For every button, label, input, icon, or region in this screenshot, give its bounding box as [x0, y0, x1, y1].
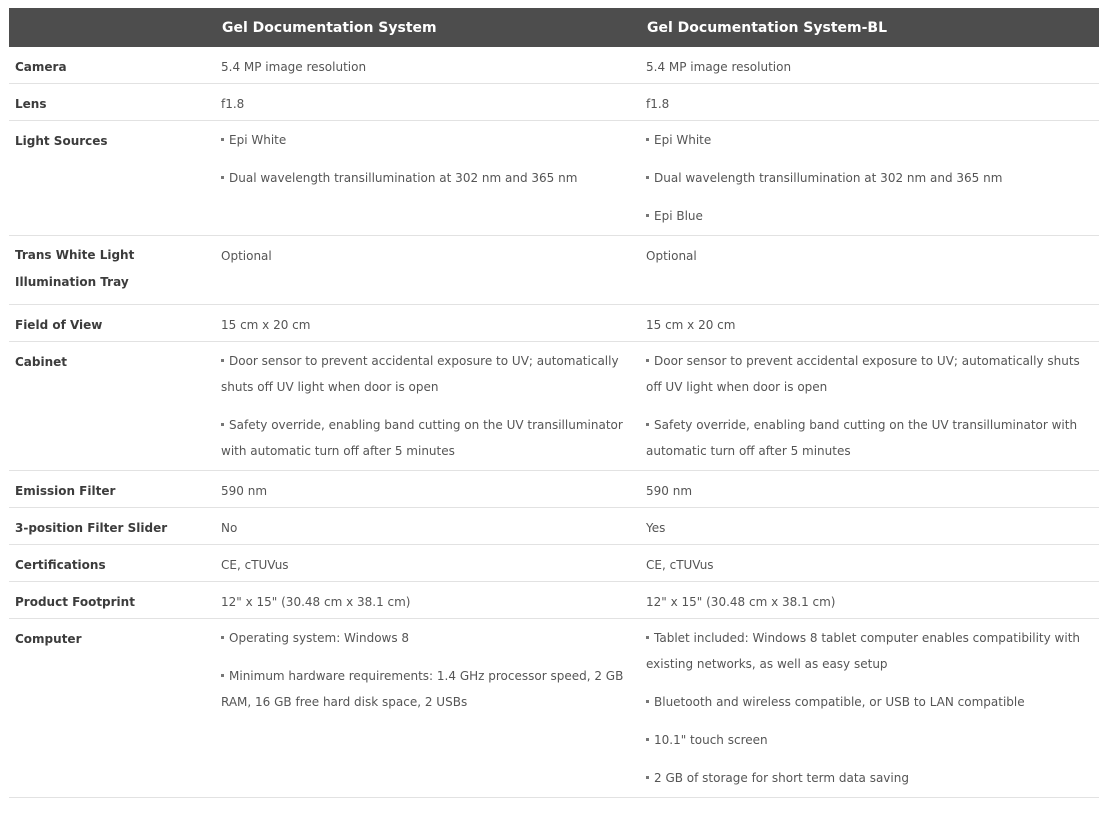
bullet-item: [646, 412, 1093, 464]
product-b-cell: [640, 619, 1099, 798]
bullet-text: Tablet included: Windows 8 tablet computer enables compatibility with existing networks, as well as easy setup: [646, 631, 1081, 671]
product-b-cell: [640, 545, 1099, 582]
row-label: Lens: [15, 97, 47, 111]
table-row: [9, 508, 1099, 545]
cell-value: Optional: [646, 249, 697, 263]
product-a-cell: [215, 342, 640, 471]
bullet-icon: [646, 636, 649, 639]
bullet-item: [221, 165, 634, 191]
header-product-b: Gel Documentation System-BL: [640, 8, 1099, 47]
bullet-text: Bluetooth and wireless compatible, or USB to LAN compatible: [654, 695, 1025, 709]
row-label: Field of View: [15, 318, 103, 332]
cell-value: 12" x 15" (30.48 cm x 38.1 cm): [646, 595, 836, 609]
bullet-item: [221, 663, 634, 715]
bullet-text: Operating system: Windows 8: [229, 631, 410, 645]
bullet-text: Door sensor to prevent accidental exposure to UV; automatically shuts off UV light when door is open: [221, 354, 619, 394]
bullet-list: [221, 127, 634, 191]
row-label: Certifications: [15, 558, 106, 572]
row-label-cell: [9, 545, 215, 582]
cell-value: f1.8: [221, 97, 245, 111]
cell-value: 5.4 MP image resolution: [221, 60, 367, 74]
table-row: [9, 582, 1099, 619]
bullet-item: [646, 765, 1093, 791]
bullet-icon: [646, 776, 649, 779]
bullet-icon: [221, 674, 224, 677]
row-label-cell: [9, 582, 215, 619]
bullet-text: Door sensor to prevent accidental exposure to UV; automatically shuts off UV light when door is open: [646, 354, 1080, 394]
bullet-icon: [646, 738, 649, 741]
bullet-text: Epi Blue: [654, 209, 703, 223]
row-label-cell: [9, 508, 215, 545]
product-a-cell: [215, 236, 640, 305]
row-label: Trans White Light Illumination Tray: [15, 248, 135, 289]
bullet-list: [646, 348, 1093, 464]
bullet-text: 2 GB of storage for short term data saving: [654, 771, 909, 785]
bullet-icon: [646, 359, 649, 362]
bullet-item: [646, 203, 1093, 229]
bullet-text: Dual wavelength transillumination at 302 nm and 365 nm: [654, 171, 1003, 185]
bullet-item: [646, 348, 1093, 400]
row-label: Emission Filter: [15, 484, 116, 498]
row-label-cell: [9, 471, 215, 508]
cell-value: 15 cm x 20 cm: [646, 318, 736, 332]
table-header: [9, 8, 1099, 47]
bullet-text: Dual wavelength transillumination at 302 nm and 365 nm: [229, 171, 578, 185]
table-row: [9, 342, 1099, 471]
row-label: Light Sources: [15, 134, 108, 148]
header-product-a: Gel Documentation System: [215, 8, 640, 47]
product-b-cell: [640, 236, 1099, 305]
bullet-list: [221, 348, 634, 464]
cell-value: 590 nm: [221, 484, 268, 498]
row-label: Computer: [15, 632, 82, 646]
row-label: Cabinet: [15, 355, 68, 369]
bullet-icon: [646, 138, 649, 141]
bullet-text: Safety override, enabling band cutting on the UV transilluminator with automatic turn off after 5 minutes: [646, 418, 1078, 458]
bullet-item: [646, 625, 1093, 677]
cell-value: 12" x 15" (30.48 cm x 38.1 cm): [221, 595, 411, 609]
cell-value: Optional: [221, 249, 272, 263]
bullet-list: [646, 127, 1093, 229]
table-row: [9, 84, 1099, 121]
cell-value: 590 nm: [646, 484, 693, 498]
product-b-cell: [640, 47, 1099, 84]
header-row: [9, 8, 1099, 47]
row-label-cell: [9, 305, 215, 342]
bullet-text: Safety override, enabling band cutting on the UV transilluminator with automatic turn off after 5 minutes: [221, 418, 623, 458]
bullet-text: Epi White: [654, 133, 712, 147]
table-row: [9, 305, 1099, 342]
product-a-cell: [215, 471, 640, 508]
cell-value: No: [221, 521, 238, 535]
bullet-item: [646, 727, 1093, 753]
product-b-cell: [640, 471, 1099, 508]
table-row: [9, 545, 1099, 582]
cell-value: Yes: [646, 521, 666, 535]
row-label-cell: [9, 342, 215, 471]
bullet-item: [221, 348, 634, 400]
bullet-item: [646, 127, 1093, 153]
row-label-cell: [9, 47, 215, 84]
product-b-cell: [640, 121, 1099, 236]
product-a-cell: [215, 619, 640, 798]
table-row: [9, 121, 1099, 236]
row-label-cell: [9, 84, 215, 121]
bullet-icon: [221, 176, 224, 179]
product-b-cell: [640, 84, 1099, 121]
product-a-cell: [215, 508, 640, 545]
header-blank-cell: [9, 8, 215, 47]
bullet-item: [646, 689, 1093, 715]
bullet-icon: [646, 423, 649, 426]
product-b-cell: [640, 305, 1099, 342]
product-a-cell: [215, 545, 640, 582]
row-label-cell: [9, 619, 215, 798]
bullet-list: [646, 625, 1093, 791]
table-body: [9, 47, 1099, 798]
product-b-cell: [640, 508, 1099, 545]
product-a-cell: [215, 121, 640, 236]
table-row: [9, 471, 1099, 508]
bullet-text: Minimum hardware requirements: 1.4 GHz processor speed, 2 GB RAM, 16 GB free hard disk space, 2 USBs: [221, 669, 624, 709]
row-label: 3-position Filter Slider: [15, 521, 168, 535]
row-label: Product Footprint: [15, 595, 135, 609]
bullet-list: [221, 625, 634, 715]
bullet-icon: [646, 700, 649, 703]
product-a-cell: [215, 305, 640, 342]
cell-value: 5.4 MP image resolution: [646, 60, 792, 74]
bullet-text: 10.1" touch screen: [654, 733, 768, 747]
row-label: Camera: [15, 60, 67, 74]
product-a-cell: [215, 84, 640, 121]
bullet-item: [646, 165, 1093, 191]
bullet-icon: [221, 636, 224, 639]
spec-comparison-table: [9, 8, 1099, 798]
bullet-icon: [221, 138, 224, 141]
cell-value: CE, cTUVus: [646, 558, 714, 572]
bullet-item: [221, 625, 634, 651]
table-row: [9, 236, 1099, 305]
bullet-icon: [646, 214, 649, 217]
product-b-cell: [640, 582, 1099, 619]
bullet-item: [221, 127, 634, 153]
product-a-cell: [215, 47, 640, 84]
bullet-text: Epi White: [229, 133, 287, 147]
bullet-icon: [221, 423, 224, 426]
cell-value: 15 cm x 20 cm: [221, 318, 311, 332]
product-b-cell: [640, 342, 1099, 471]
bullet-icon: [221, 359, 224, 362]
row-label-cell: [9, 121, 215, 236]
bullet-item: [221, 412, 634, 464]
table-row: [9, 47, 1099, 84]
cell-value: f1.8: [646, 97, 670, 111]
product-a-cell: [215, 582, 640, 619]
table-row: [9, 619, 1099, 798]
bullet-icon: [646, 176, 649, 179]
row-label-cell: [9, 236, 215, 305]
cell-value: CE, cTUVus: [221, 558, 289, 572]
